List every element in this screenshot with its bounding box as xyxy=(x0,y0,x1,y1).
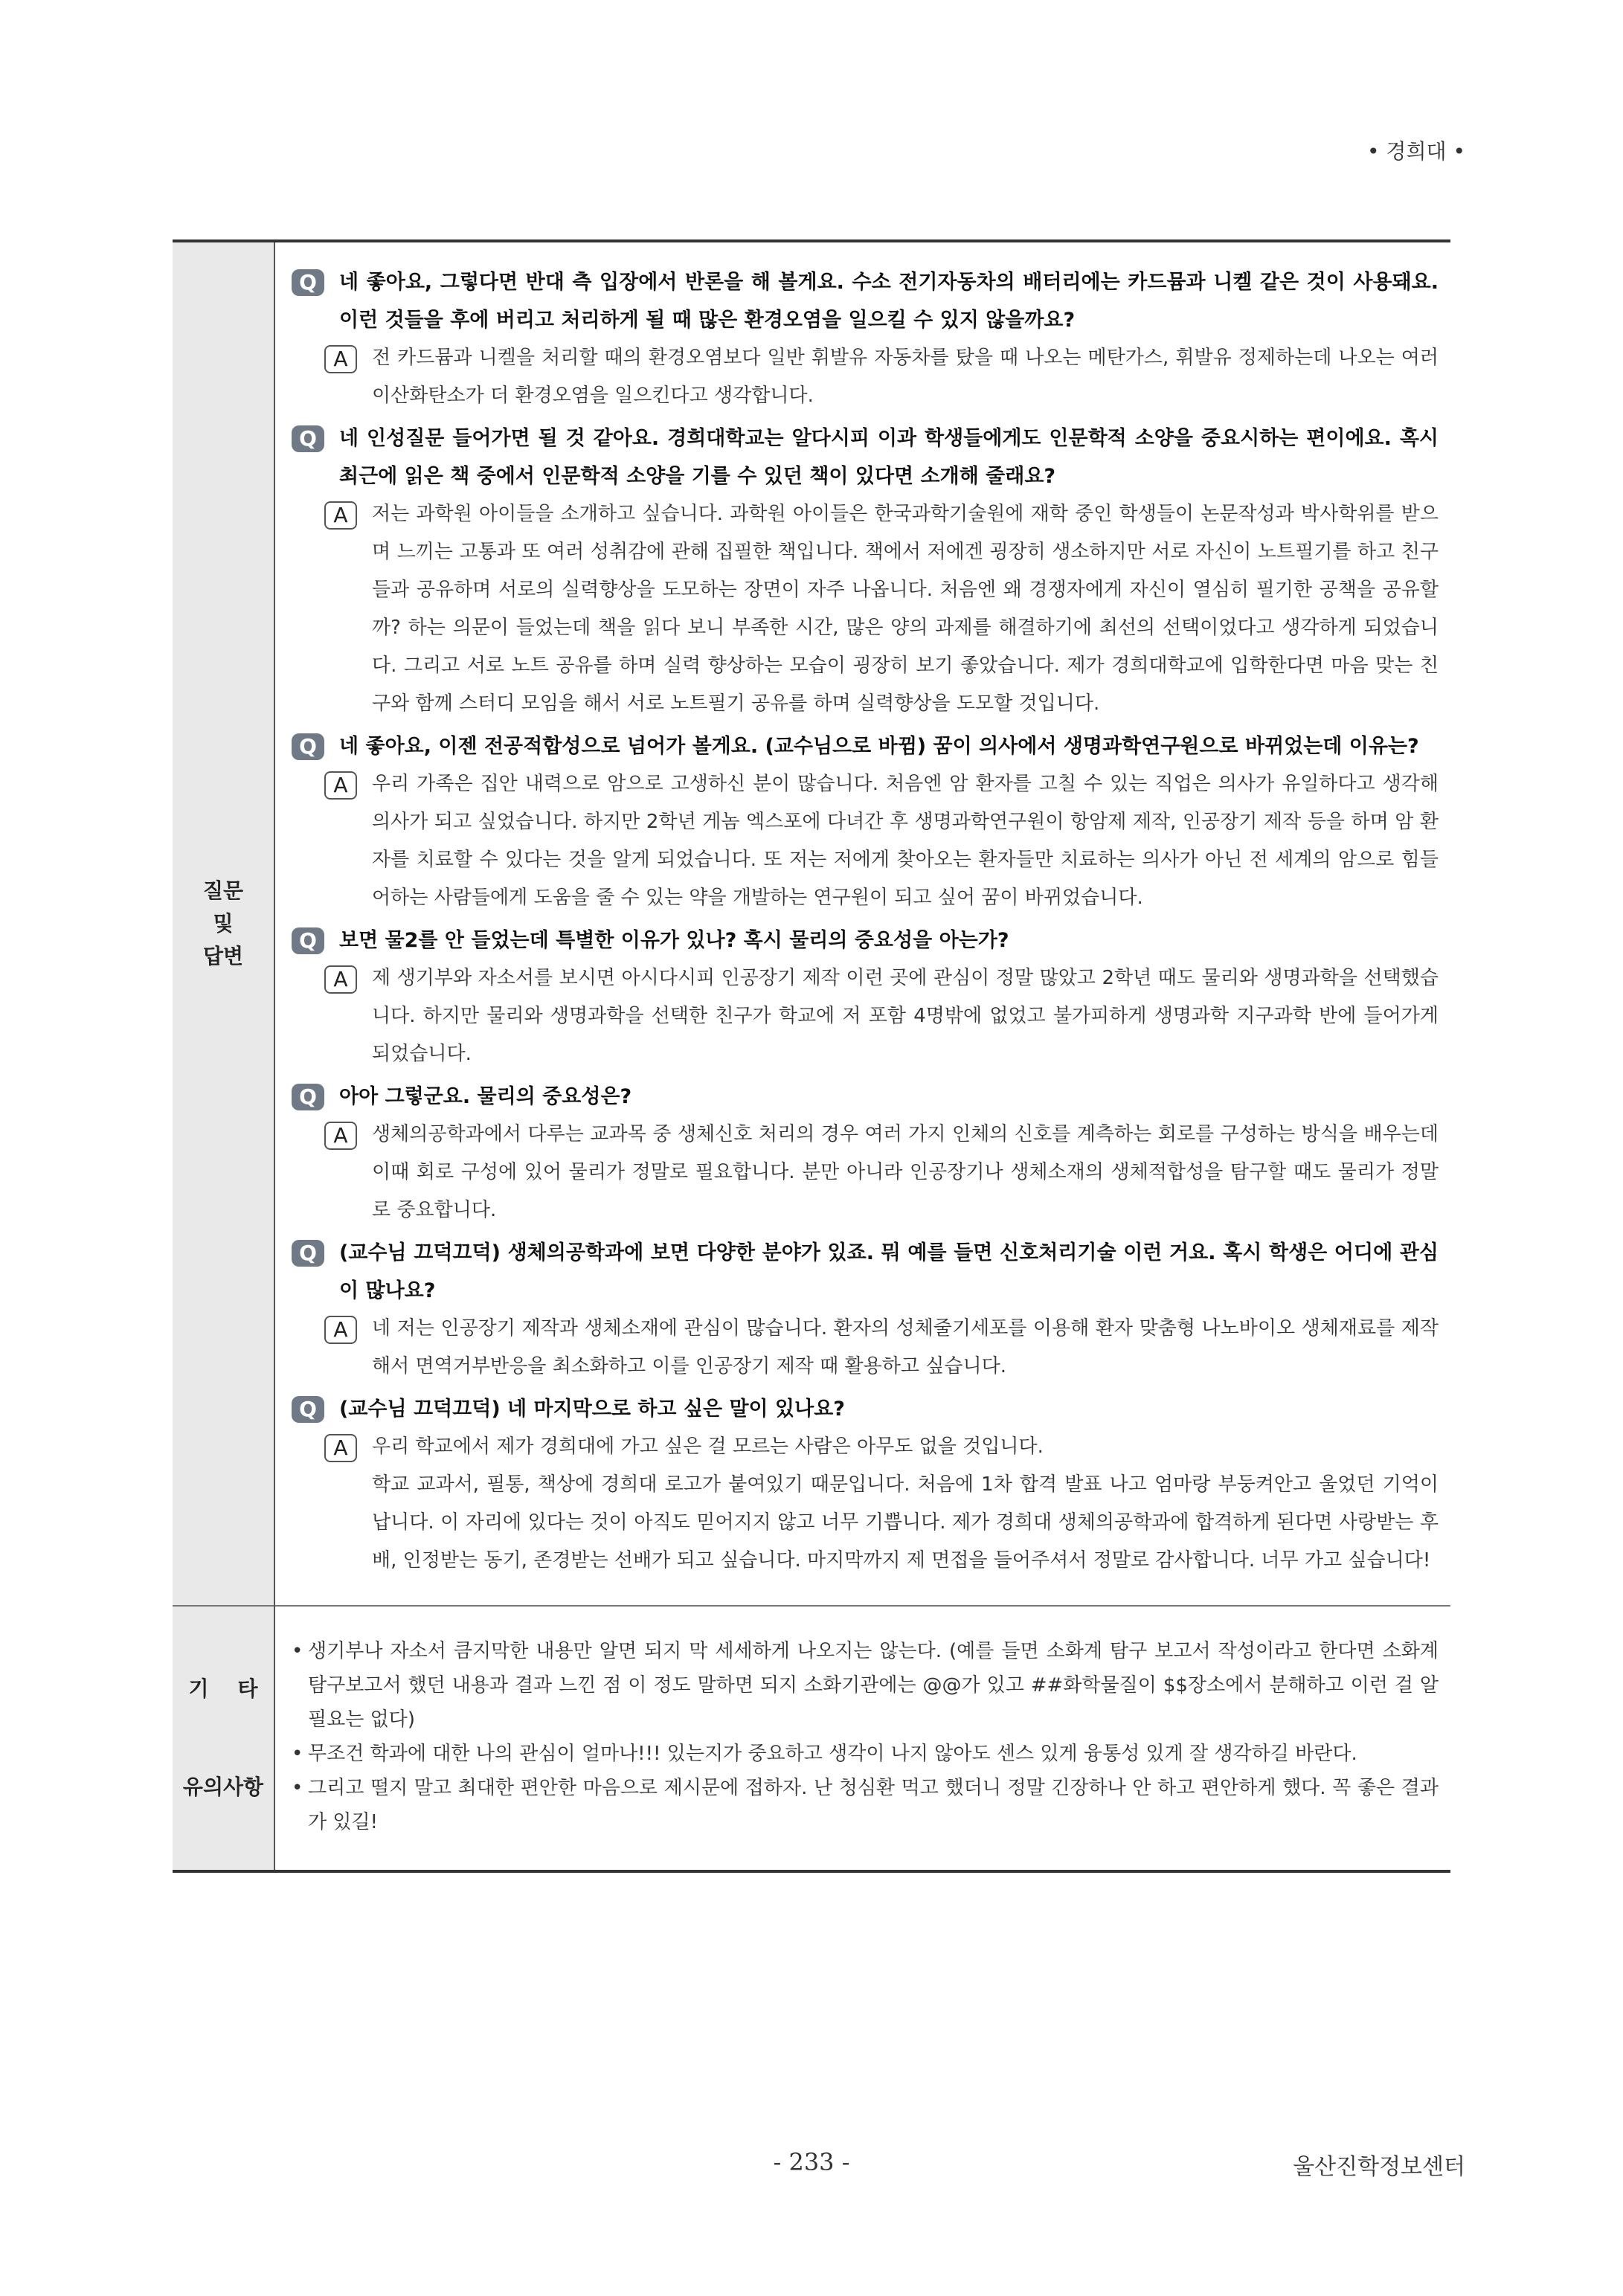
answer xyxy=(292,339,1439,415)
question xyxy=(292,1078,1439,1116)
note-text: 무조건 학과에 대한 나의 관심이 얼마나!!! 있는지가 중요하고 생각이 나지 않아도 센스 있게 융통성 있게 잘 생각하길 바란다. xyxy=(308,1743,1357,1765)
list-item xyxy=(292,1737,1439,1771)
qa-label-cell xyxy=(173,241,274,1606)
a-badge-icon: A xyxy=(324,345,357,373)
bullet-icon: • xyxy=(292,1640,303,1662)
interview-table xyxy=(173,239,1450,1873)
answer-text: 제 생기부와 자소서를 보시면 아시다시피 인공장기 제작 이런 곳에 관심이 정말 많았고 2학년 때도 물리와 생명과학을 선택했습니다. 하지만 물리와 생명과학을 선택한 친구가 학교에 저 포함 4명밖에 없었고 불가피하게 생명과학 지구과학 반에 들어가게 되었습니다. xyxy=(372,967,1439,1065)
question-text: 네 좋아요, 그렇다면 반대 측 입장에서 반론을 해 볼게요. 수소 전기자동차의 배터리에는 카드뮴과 니켈 같은 것이 사용돼요. 이런 것들을 후에 버리고 처리하게 될 때 많은 환경오염을 일으킬 수 있지 않을까요? xyxy=(339,271,1439,332)
notes-row xyxy=(173,1606,1450,1871)
list-item xyxy=(292,1634,1439,1737)
notes-label-cell xyxy=(173,1606,274,1871)
question-text: (교수님 끄덕끄덕) 생체의공학과에 보면 다양한 분야가 있죠. 뭐 예를 들면 신호처리기술 이런 거요. 혹시 학생은 어디에 관심이 많나요? xyxy=(339,1241,1439,1302)
a-badge-icon: A xyxy=(324,1122,357,1150)
answer-text: 저는 과학원 아이들을 소개하고 싶습니다. 과학원 아이들은 한국과학기술원에 재학 중인 학생들이 논문작성과 박사학위를 받으며 느끼는 고통과 또 여러 성취감에 관해 집필한 책입니다. 책에서 저에겐 굉장히 생소하지만 서로 자신이 노트필기를 하고 친구들과 공유하며 서로의 실력향상을 도모하는 장면이 자주 나옵니다. 처음엔 왜 경쟁자에게 자신이 열심히 필기한 공책을 공유할까? 하는 의문이 들었는데 책을 읽다 보니 부족한 시간, 많은 양의 과제를 해결하기에 최선의 선택이었다고 생각하게 되었습니다. 그리고 서로 노트 공유를 하며 실력 향상하는 모습이 굉장히 보기 좋았습니다. 제가 경희대학교에 입학한다면 마음 맞는 친구와 함께 스터디 모임을 해서 서로 노트필기 공유를 하며 실력향상을 도모할 것입니다. xyxy=(372,503,1439,715)
qa-label-line: 질문 xyxy=(202,878,244,903)
question-text: 네 인성질문 들어가면 될 것 같아요. 경희대학교는 알다시피 이과 학생들에게도 인문학적 소양을 중요시하는 편이에요. 혹시 최근에 읽은 책 중에서 인문학적 소양을 기를 수 있던 책이 있다면 소개해 줄래요? xyxy=(339,427,1439,488)
q-badge-icon: Q xyxy=(292,1084,324,1110)
qa-item xyxy=(292,263,1439,415)
notes-label-line: 유의사항 xyxy=(182,1775,264,1799)
answer xyxy=(292,1310,1439,1386)
q-badge-icon: Q xyxy=(292,927,324,954)
question-text: (교수님 끄덕끄덕) 네 마지막으로 하고 싶은 말이 있나요? xyxy=(339,1398,845,1421)
qa-item xyxy=(292,1078,1439,1229)
q-badge-icon: Q xyxy=(292,269,324,296)
qa-row xyxy=(173,241,1450,1606)
notes-content-cell xyxy=(274,1606,1450,1871)
answer-text: 우리 가족은 집안 내력으로 암으로 고생하신 분이 많습니다. 처음엔 암 환자를 고칠 수 있는 직업은 의사가 유일하다고 생각해 의사가 되고 싶었습니다. 하지만 2학년 게놈 엑스포에 다녀간 후 생명과학연구원이 항암제 제작, 인공장기 제작 등을 하며 암 환자를 치료할 수 있다는 것을 알게 되었습니다. 또 저는 저에게 찾아오는 환자들만 치료하는 의사가 아닌 전 세계의 암으로 힘들어하는 사람들에게 도움을 줄 수 있는 약을 개발하는 연구원이 되고 싶어 꿈이 바뀌었습니다. xyxy=(372,773,1439,909)
question-text: 보면 물2를 안 들었는데 특별한 이유가 있나? 혹시 물리의 중요성을 아는가? xyxy=(339,929,1009,952)
q-badge-icon: Q xyxy=(292,425,324,452)
qa-item xyxy=(292,922,1439,1073)
note-text: 그리고 떨지 말고 최대한 편안한 마음으로 제시문에 접하자. 난 청심환 먹고 했더니 정말 긴장하나 안 하고 편안하게 했다. 꼭 좋은 결과가 있길! xyxy=(308,1777,1439,1833)
a-badge-icon: A xyxy=(324,1316,357,1344)
list-item xyxy=(292,1771,1439,1839)
a-badge-icon: A xyxy=(324,965,357,994)
header-school-tag: • 경희대 • xyxy=(1367,139,1465,164)
footer-organization: 울산진학정보센터 xyxy=(1293,2154,1465,2180)
question xyxy=(292,922,1439,959)
note-text: 생기부나 자소서 큼지막한 내용만 알면 되지 막 세세하게 나오지는 않는다. (예를 들면 소화계 탐구 보고서 작성이라고 한다면 소화계 탐구보고서 했던 내용과 결과 느낀 점 이 정도 말하면 되지 소화기관에는 @@가 있고 ##화학물질이 $$장소에서 분해하고 이런 걸 알 필요는 없다) xyxy=(308,1640,1439,1731)
qa-item xyxy=(292,419,1439,723)
question-text: 네 좋아요, 이젠 전공적합성으로 넘어가 볼게요. (교수님으로 바뀜) 꿈이 의사에서 생명과학연구원으로 바뀌었는데 이유는? xyxy=(339,735,1419,758)
question xyxy=(292,419,1439,495)
question xyxy=(292,1234,1439,1310)
qa-item xyxy=(292,727,1439,917)
answer xyxy=(292,1116,1439,1229)
answer-text: 생체의공학과에서 다루는 교과목 중 생체신호 처리의 경우 여러 가지 인체의 신호를 계측하는 회로를 구성하는 방식을 배우는데 이때 회로 구성에 있어 물리가 정말로 필요합니다. 분만 아니라 인공장기나 생체소재의 생체적합성을 탐구할 때도 물리가 정말로 중요합니다. xyxy=(372,1123,1439,1221)
bullet-icon: • xyxy=(292,1777,303,1799)
q-badge-icon: Q xyxy=(292,733,324,760)
question-text: 아아 그렇군요. 물리의 중요성은? xyxy=(339,1085,632,1108)
answer xyxy=(292,495,1439,723)
qa-item xyxy=(292,1234,1439,1386)
page-number: - 233 - xyxy=(773,2148,850,2176)
answer-text: 네 저는 인공장기 제작과 생체소재에 관심이 많습니다. 환자의 성체줄기세포를 이용해 환자 맞춤형 나노바이오 생체재료를 제작해서 면역거부반응을 최소화하고 이를 인공장기 제작 때 활용하고 싶습니다. xyxy=(372,1317,1439,1377)
a-badge-icon: A xyxy=(324,1434,357,1462)
answer xyxy=(292,1428,1439,1580)
a-badge-icon: A xyxy=(324,501,357,530)
q-badge-icon: Q xyxy=(292,1396,324,1423)
answer-text: 우리 학교에서 제가 경희대에 가고 싶은 걸 모르는 사람은 아무도 없을 것입니다. xyxy=(372,1435,1044,1458)
q-badge-icon: Q xyxy=(292,1240,324,1267)
notes-label-line: 기 타 xyxy=(188,1676,258,1701)
notes-list xyxy=(292,1634,1439,1839)
answer-text: 전 카드뮴과 니켈을 처리할 때의 환경오염보다 일반 휘발유 자동차를 탔을 때 나오는 메탄가스, 휘발유 정제하는데 나오는 여러 이산화탄소가 더 환경오염을 일으킨다고 생각합니다. xyxy=(372,347,1439,407)
question xyxy=(292,263,1439,339)
question xyxy=(292,1390,1439,1428)
a-badge-icon: A xyxy=(324,771,357,800)
answer xyxy=(292,765,1439,917)
qa-item xyxy=(292,1390,1439,1580)
answer xyxy=(292,959,1439,1073)
qa-label-line: 답변 xyxy=(202,944,244,968)
qa-label-line: 및 xyxy=(213,911,234,936)
question xyxy=(292,727,1439,765)
qa-content-cell xyxy=(274,241,1450,1606)
answer-text: 학교 교과서, 필통, 책상에 경희대 로고가 붙여있기 때문입니다. 처음에 1차 합격 발표 나고 엄마랑 부둥켜안고 울었던 기억이 납니다. 이 자리에 있다는 것이 아직도 믿어지지 않고 너무 기쁩니다. 제가 경희대 생체의공학과에 합격하게 된다면 사랑받는 후배, 인정받는 동기, 존경받는 선배가 되고 싶습니다. 마지막까지 제 면접을 들어주셔서 정말로 감사합니다. 너무 가고 싶습니다! xyxy=(372,1473,1439,1572)
bullet-icon: • xyxy=(292,1743,303,1765)
